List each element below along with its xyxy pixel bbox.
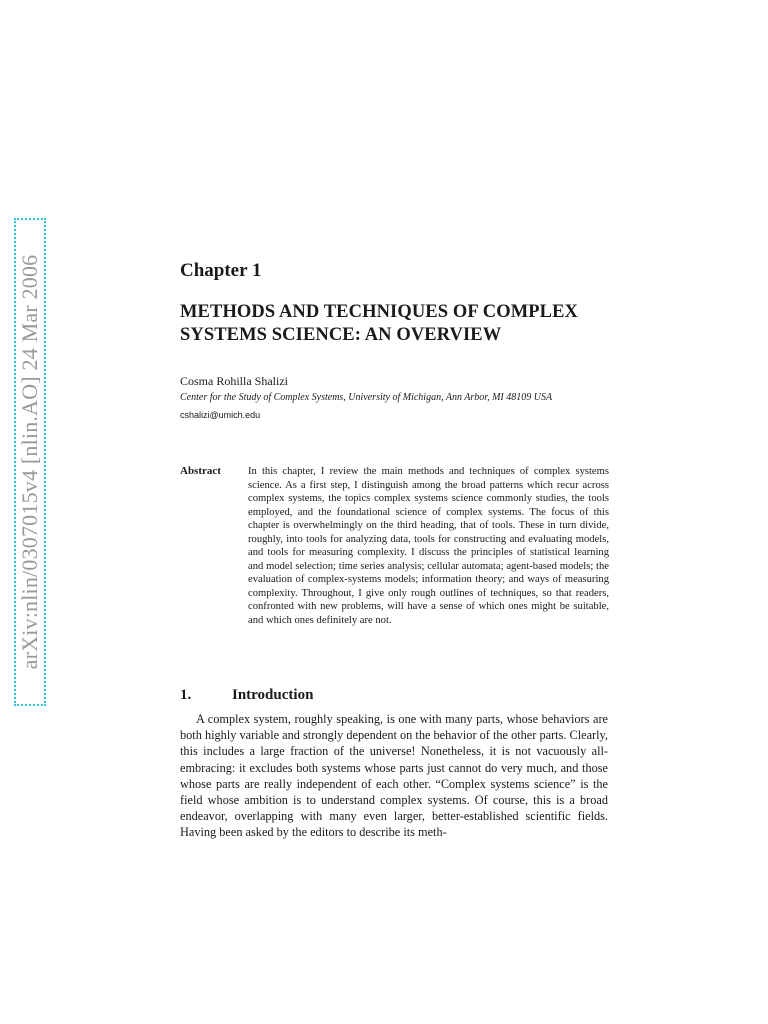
- arxiv-identifier: arXiv:nlin/0307015v4 [nlin.AO] 24 Mar 2006: [17, 254, 42, 670]
- abstract-text: In this chapter, I review the main methods and techniques of complex systems science. As a first step, I distinguish among the broad patterns which recur across complex systems, the topics complex systems science commonly studies, the tools employed, and the foundational science of complex systems. The focus of this chapter is overwhelmingly on the third heading, that of tools. These in turn divide, roughly, into tools for analyzing data, tools for constructing and evaluating models, and tools for measuring complexity. I discuss the principles of statistical learning and model selection; time series analysis; cellular automata; agent-based models; the evaluation of complex-systems models; information theory; and ways of measuring complexity. Throughout, I give only rough outlines of techniques, so that readers, confronted with new problems, will have a sense of which ones might be suitable, and which ones definitely are not.: [248, 466, 609, 626]
- arxiv-stamp: [14, 218, 46, 706]
- chapter-label: Chapter 1: [180, 260, 262, 281]
- section-heading: [180, 686, 313, 704]
- section-paragraph: A complex system, roughly speaking, is one with many parts, whose behaviors are both highly variable and strongly dependent on the behavior of the other parts. Clearly, this includes a large fraction of the universe! Nonetheless, it is not vacuously all-embracing: it excludes both systems whose parts just cannot do very much, and those whose parts are really independent of each other. “Complex systems science” is the field whose ambition is to understand complex systems. Of course, this is a broad endeavor, overlapping with many even larger, better-established scientific fields. Having been asked by the editors to describe its meth-: [180, 712, 608, 840]
- author-email: cshalizi@umich.edu: [180, 409, 261, 420]
- abstract-label: Abstract: [180, 465, 221, 477]
- section-number: 1.: [180, 687, 192, 703]
- section-title: Introduction: [232, 687, 314, 703]
- author-block: [180, 373, 620, 422]
- author-name: Cosma Rohilla Shalizi: [180, 374, 288, 388]
- chapter-title: METHODS AND TECHNIQUES OF COMPLEX SYSTEMS SCIENCE: AN OVERVIEW: [180, 302, 579, 345]
- author-affiliation: Center for the Study of Complex Systems, University of Michigan, Ann Arbor, MI 48109 USA: [180, 392, 553, 403]
